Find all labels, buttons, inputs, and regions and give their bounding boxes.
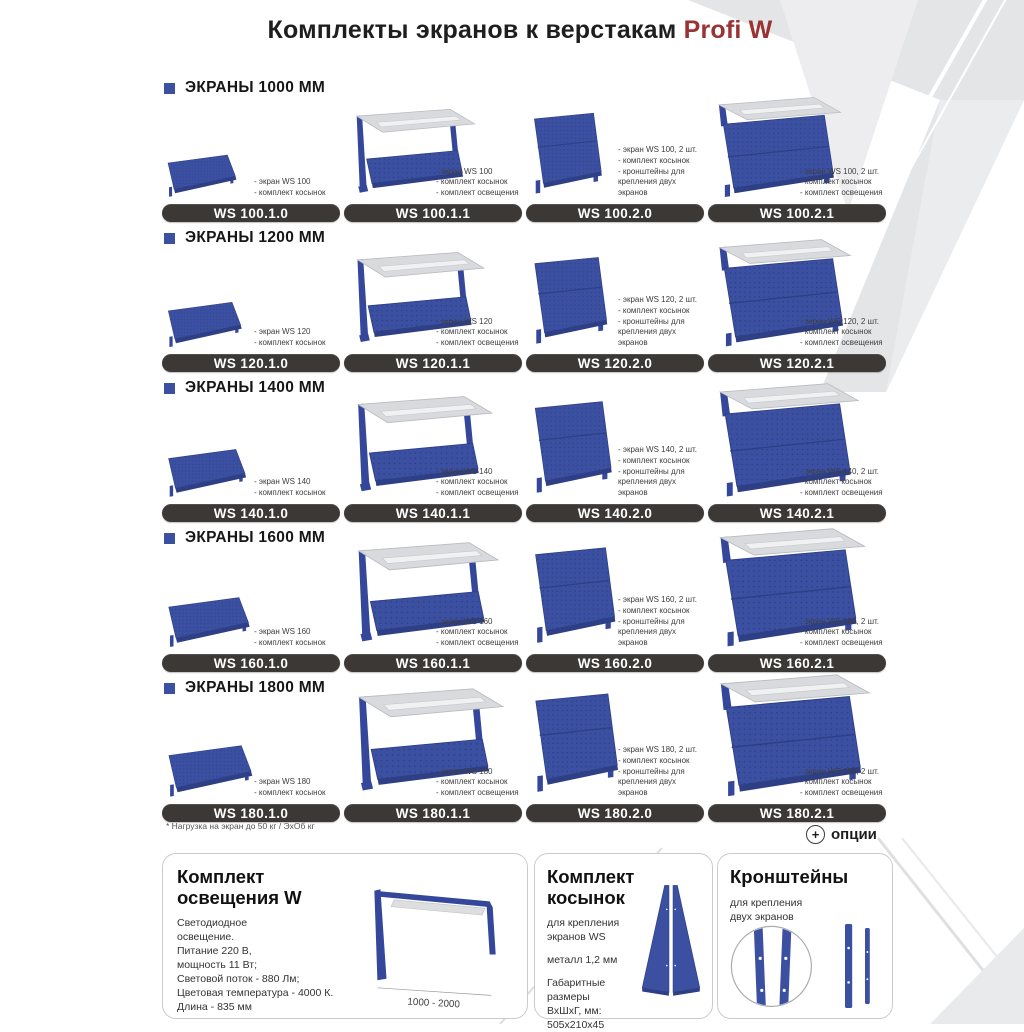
feature-list [618, 145, 704, 199]
feature-item: - комплект косынок [618, 306, 704, 317]
text-line: Светодиодное [177, 917, 248, 930]
feature-item: - комплект косынок [800, 627, 886, 638]
feature-item: - экран WS 180, 2 шт. [618, 745, 704, 756]
screen-low-image [164, 594, 253, 651]
product-code-bar [162, 654, 340, 672]
section-header [164, 229, 325, 247]
feature-item: - экран WS 120, 2 шт. [800, 317, 886, 328]
feature-item: - комплект косынок [254, 188, 340, 199]
product-code: WS 180.2.1 [759, 805, 835, 821]
screen-low-image [164, 446, 250, 500]
text-line: Цветовая температура - 4000 К. [177, 986, 334, 999]
screen-section [162, 226, 890, 376]
feature-item: - комплект косынок [436, 327, 522, 338]
feature-item: - комплект освещения [436, 488, 522, 499]
feature-list [436, 167, 522, 199]
feature-item: - комплект освещения [800, 488, 886, 499]
product-code: WS 120.2.1 [759, 355, 835, 371]
text-line: мощность 11 Вт; [177, 959, 257, 972]
feature-item: - комплект косынок [436, 777, 522, 788]
product-cell [344, 396, 522, 526]
product-code-bar [526, 504, 704, 522]
text-line: для крепления [730, 896, 803, 909]
feature-item: - комплект освещения [800, 788, 886, 799]
screen-section [162, 76, 890, 226]
feature-item: - кронштейны для крепления двух экранов [618, 617, 704, 649]
product-cell [162, 546, 340, 676]
section-header [164, 79, 325, 97]
feature-item: - комплект косынок [436, 477, 522, 488]
section-header [164, 529, 325, 547]
product-code: WS 100.2.0 [577, 205, 653, 221]
feature-item: - экран WS 120 [254, 327, 340, 338]
product-code-bar [344, 354, 522, 372]
product-cell [708, 246, 886, 376]
page-title-text: Комплекты экранов к верстакам [267, 16, 684, 44]
feature-item: - экран WS 160 [254, 627, 340, 638]
screen-section [162, 526, 890, 676]
feature-item: - кронштейны для крепления двух экранов [618, 317, 704, 349]
feature-item: - экран WS 120, 2 шт. [618, 295, 704, 306]
product-cell [526, 546, 704, 676]
feature-list [618, 295, 704, 349]
product-code: WS 120.1.1 [395, 355, 471, 371]
feature-list [254, 327, 340, 349]
screen-double-image [528, 398, 615, 500]
feature-item: - экран WS 140 [254, 477, 340, 488]
section-header [164, 679, 325, 697]
product-cell [344, 96, 522, 226]
section-bullet-icon [164, 533, 175, 544]
feature-list [800, 767, 886, 799]
product-code: WS 160.1.1 [395, 655, 471, 671]
text-line [547, 968, 643, 977]
feature-list [254, 777, 340, 799]
product-cell [526, 696, 704, 826]
product-cell [708, 546, 886, 676]
text-line: ВхШхГ, мм: 505х210х45 [547, 1004, 605, 1031]
feature-list [800, 317, 886, 349]
section-header [164, 379, 325, 397]
product-code-bar [162, 204, 340, 222]
product-code-bar [162, 504, 340, 522]
section-bullet-icon [164, 233, 175, 244]
screen-double-image [528, 254, 611, 351]
feature-item: - комплект косынок [800, 327, 886, 338]
feature-item: - комплект косынок [800, 177, 886, 188]
product-code: WS 160.1.0 [213, 655, 289, 671]
product-cell [162, 696, 340, 826]
product-code-bar [162, 804, 340, 822]
plus-circle-icon: + [806, 825, 825, 844]
text-line: Габаритные размеры [547, 977, 606, 1003]
text-line: освещение. [177, 931, 235, 944]
options-tag [806, 825, 877, 844]
text-line [547, 945, 643, 954]
product-grid [162, 76, 890, 826]
product-cell [344, 246, 522, 376]
feature-item: - экран WS 120 [436, 317, 522, 328]
product-cell [526, 96, 704, 226]
gusset-kit-box [534, 853, 713, 1031]
text-line: двух экранов [730, 910, 794, 923]
product-code-bar [344, 804, 522, 822]
product-code: WS 140.1.0 [213, 505, 289, 521]
load-footnote: * Нагрузка на экран до 50 кг / ЭхОб кг [166, 821, 315, 831]
product-cell [708, 696, 886, 826]
product-code-bar [344, 504, 522, 522]
feature-item: - экран WS 140 [436, 467, 522, 478]
feature-item: - комплект освещения [436, 788, 522, 799]
feature-item: - комплект косынок [254, 788, 340, 799]
feature-item: - комплект косынок [800, 477, 886, 488]
product-code: WS 120.2.0 [577, 355, 653, 371]
feature-list [254, 627, 340, 649]
section-title: ЭКРАНЫ 1000 ММ [185, 79, 326, 96]
feature-item: - экран WS 140, 2 шт. [800, 467, 886, 478]
product-code-bar [526, 204, 704, 222]
feature-item: - комплект освещения [800, 338, 886, 349]
feature-list [800, 467, 886, 499]
brackets-box [717, 853, 893, 1019]
product-code: WS 160.2.1 [759, 655, 835, 671]
screen-section [162, 376, 890, 526]
product-cell [162, 396, 340, 526]
options-label: опции [831, 826, 877, 843]
feature-item: - экран WS 180, 2 шт. [800, 767, 886, 778]
feature-item: - экран WS 100, 2 шт. [800, 167, 886, 178]
product-code-bar [708, 504, 886, 522]
product-cell [526, 396, 704, 526]
feature-item: - экран WS 100, 2 шт. [618, 145, 704, 156]
feature-item: - комплект освещения [800, 638, 886, 649]
product-cell [162, 246, 340, 376]
product-code-bar [708, 204, 886, 222]
screen-double-image [528, 690, 622, 800]
lighting-kit-image [341, 864, 523, 1010]
text-line: для крепления [547, 917, 620, 930]
product-code-bar [344, 654, 522, 672]
brackets-image [724, 920, 886, 1012]
text-line: экранов WS [547, 931, 606, 944]
feature-item: - экран WS 100 [254, 177, 340, 188]
product-code: WS 180.2.0 [577, 805, 653, 821]
feature-list [254, 477, 340, 499]
feature-item: - кронштейны для крепления двух экранов [618, 767, 704, 799]
product-code: WS 100.1.0 [213, 205, 289, 221]
product-cell [526, 246, 704, 376]
feature-item: - экран WS 160, 2 шт. [618, 595, 704, 606]
section-title: ЭКРАНЫ 1800 ММ [185, 679, 326, 696]
lighting-kit-title: Комплект освещения W [177, 866, 302, 908]
feature-item: - комплект косынок [618, 756, 704, 767]
feature-item: - экран WS 160 [436, 617, 522, 628]
product-code-bar [526, 804, 704, 822]
page-title [150, 16, 890, 45]
product-cell [162, 96, 340, 226]
product-code-bar [708, 354, 886, 372]
text-line: Питание 220 В, [177, 945, 252, 958]
feature-list [800, 167, 886, 199]
section-bullet-icon [164, 83, 175, 94]
product-cell [344, 696, 522, 826]
product-code: WS 140.1.1 [395, 505, 471, 521]
feature-item: - экран WS 100 [436, 167, 522, 178]
section-title: ЭКРАНЫ 1200 ММ [185, 229, 326, 246]
screen-double-image [528, 544, 619, 650]
lighting-kit-specs [177, 917, 347, 1014]
feature-list [618, 745, 704, 799]
product-cell [344, 546, 522, 676]
product-code-bar [526, 354, 704, 372]
gusset-kit-title: Комплект косынок [547, 866, 635, 908]
feature-item: - комплект освещения [436, 188, 522, 199]
feature-item: - комплект косынок [254, 488, 340, 499]
feature-list [618, 595, 704, 649]
feature-item: - комплект косынок [618, 606, 704, 617]
feature-item: - комплект косынок [618, 156, 704, 167]
product-code-bar [708, 654, 886, 672]
feature-item: - комплект освещения [436, 338, 522, 349]
feature-item: - комплект косынок [436, 177, 522, 188]
product-code: WS 120.1.0 [213, 355, 289, 371]
lighting-dimension-label: 1000 - 2000 [407, 996, 461, 1010]
text-line: металл 1,2 мм [547, 954, 618, 967]
section-title: ЭКРАНЫ 1600 ММ [185, 529, 326, 546]
brackets-title: Кронштейны [730, 866, 849, 887]
feature-item: - кронштейны для крепления двух экранов [618, 467, 704, 499]
product-code: WS 180.1.0 [213, 805, 289, 821]
product-cell [708, 96, 886, 226]
feature-list [800, 617, 886, 649]
section-bullet-icon [164, 383, 175, 394]
screen-section [162, 676, 890, 826]
feature-list [436, 617, 522, 649]
screen-low-image [164, 742, 256, 800]
feature-item: - комплект косынок [254, 638, 340, 649]
feature-item: - комплект освещения [800, 188, 886, 199]
feature-item: - экран WS 180 [254, 777, 340, 788]
product-code: WS 140.2.1 [759, 505, 835, 521]
product-code-bar [526, 654, 704, 672]
product-code: WS 180.1.1 [395, 805, 471, 821]
product-code-bar [708, 804, 886, 822]
text-line: Световой поток - 880 Лм; [177, 972, 300, 985]
gusset-kit-image [638, 878, 704, 1004]
product-code-bar [344, 204, 522, 222]
feature-item: - экран WS 160, 2 шт. [800, 617, 886, 628]
feature-list [254, 177, 340, 199]
product-code: WS 140.2.0 [577, 505, 653, 521]
feature-list [436, 317, 522, 349]
product-code: WS 100.2.1 [759, 205, 835, 221]
feature-list [436, 467, 522, 499]
feature-item: - кронштейны для крепления двух экранов [618, 167, 704, 199]
feature-item: - экран WS 180 [436, 767, 522, 778]
screen-low-image [164, 152, 239, 200]
feature-list [618, 445, 704, 499]
feature-item: - комплект косынок [254, 338, 340, 349]
product-code-bar [162, 354, 340, 372]
brand-name: Profi W [683, 16, 773, 44]
product-code: WS 100.1.1 [395, 205, 471, 221]
section-bullet-icon [164, 683, 175, 694]
screen-low-image [164, 299, 245, 350]
feature-item: - комплект косынок [618, 456, 704, 467]
feature-list [436, 767, 522, 799]
feature-item: - комплект освещения [436, 638, 522, 649]
lighting-kit-box [162, 853, 528, 1019]
screen-double-image [528, 110, 605, 200]
feature-item: - комплект косынок [800, 777, 886, 788]
product-cell [708, 396, 886, 526]
product-code: WS 160.2.0 [577, 655, 653, 671]
section-title: ЭКРАНЫ 1400 ММ [185, 379, 326, 396]
gusset-kit-specs [547, 917, 643, 1032]
feature-item: - экран WS 140, 2 шт. [618, 445, 704, 456]
text-line: Длина - 835 мм [177, 1000, 252, 1013]
feature-item: - комплект косынок [436, 627, 522, 638]
